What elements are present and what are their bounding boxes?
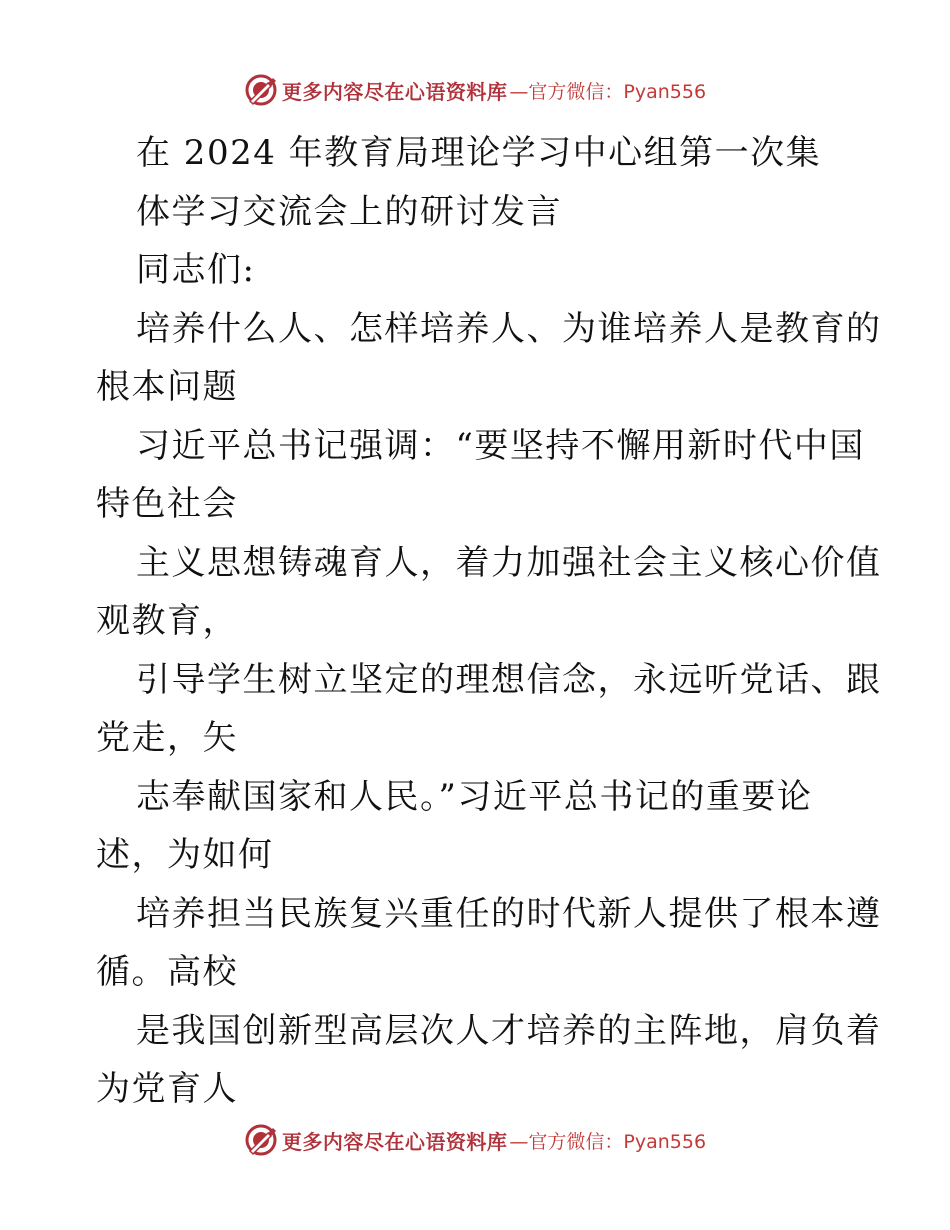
- paragraph-line: 是我国创新型高层次人才培养的主阵地，肩负着: [136, 1010, 882, 1051]
- banner-sub-text: —官方微信：Pyan556: [509, 80, 707, 103]
- paragraph-line: 循。高校: [96, 952, 238, 992]
- pen-seal-logo-icon: [244, 73, 278, 107]
- paragraph-line: 引导学生树立坚定的理想信念，永远听党话、跟: [136, 659, 882, 700]
- paragraph-line: 培养什么人、怎样培养人、为谁培养人是教育的: [136, 308, 882, 349]
- paragraph-line: 党走，矢: [96, 718, 238, 758]
- paragraph-line: 述，为如何: [96, 835, 274, 875]
- header-watermark-banner: [0, 70, 950, 110]
- paragraph-line: 观教育，: [96, 601, 238, 641]
- pen-seal-logo-icon: [244, 1123, 278, 1157]
- paragraph-line: 习近平总书记强调：“要坚持不懈用新时代中国: [136, 425, 865, 466]
- paragraph-line: 根本问题: [96, 367, 238, 407]
- paragraph-line: 志奉献国家和人民。”习近平总书记的重要论: [136, 776, 813, 817]
- paragraph-line: 主义思想铸魂育人，着力加强社会主义核心价值: [136, 542, 882, 583]
- title-line-1: 在 2024 年教育局理论学习中心组第一次集: [136, 133, 822, 173]
- document-body: [96, 124, 882, 1119]
- banner-main-text: 更多内容尽在心语资料库: [281, 79, 508, 104]
- title-line-2: 体学习交流会上的研讨发言: [136, 191, 562, 232]
- paragraph-line: 为党育人: [96, 1069, 238, 1109]
- paragraph-line: 培养担当民族复兴重任的时代新人提供了根本遵: [136, 893, 882, 934]
- paragraph-line: 特色社会: [96, 484, 238, 524]
- banner-main-text: 更多内容尽在心语资料库: [281, 1129, 508, 1154]
- footer-watermark-banner: [0, 1120, 950, 1160]
- banner-sub-text: —官方微信：Pyan556: [509, 1130, 707, 1153]
- salutation: 同志们:: [136, 250, 256, 290]
